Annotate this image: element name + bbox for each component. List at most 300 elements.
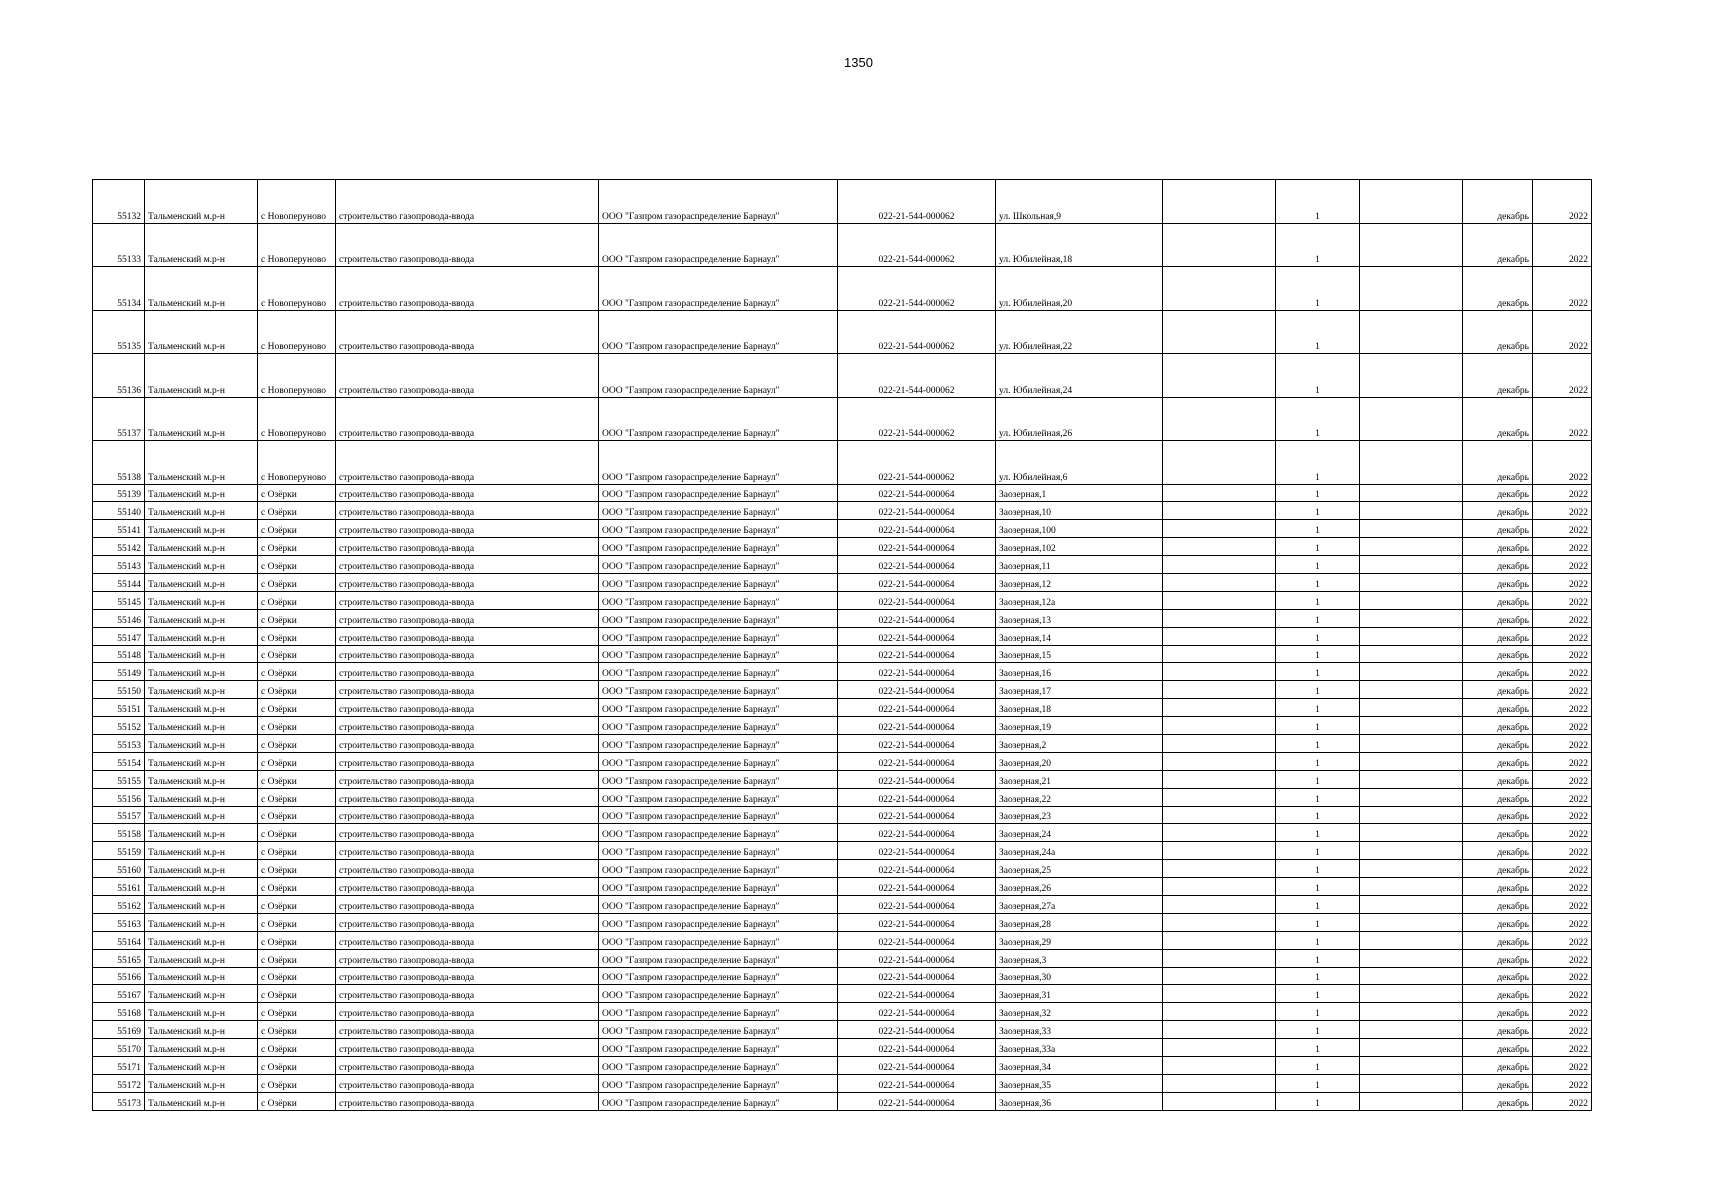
address-cell: Заозерная,22 [996, 788, 1163, 806]
row-number-cell: 55173 [93, 1092, 145, 1110]
organization-cell: ООО "Газпром газораспределение Барнаул" [599, 913, 838, 931]
row-number-cell: 55166 [93, 967, 145, 985]
empty-cell [1360, 354, 1463, 398]
empty-cell [1360, 1039, 1463, 1057]
year-cell: 2022 [1533, 573, 1592, 591]
row-number-cell: 55146 [93, 609, 145, 627]
settlement-cell: с Озёрки [258, 1003, 336, 1021]
table-row [93, 484, 1592, 502]
organization-cell: ООО "Газпром газораспределение Барнаул" [599, 310, 838, 354]
empty-cell [1163, 663, 1276, 681]
district-cell: Тальменский м.р-н [145, 441, 258, 485]
object-code-cell: 022-21-544-000064 [838, 752, 996, 770]
empty-cell [1360, 1003, 1463, 1021]
empty-cell [1360, 717, 1463, 735]
quantity-cell: 1 [1276, 609, 1360, 627]
table-row [93, 931, 1592, 949]
row-number-cell: 55172 [93, 1074, 145, 1092]
table-row [93, 556, 1592, 574]
empty-cell [1360, 681, 1463, 699]
address-cell: ул. Юбилейная,24 [996, 354, 1163, 398]
year-cell: 2022 [1533, 752, 1592, 770]
table-row [93, 663, 1592, 681]
month-cell: декабрь [1463, 967, 1533, 985]
empty-cell [1360, 267, 1463, 311]
organization-cell: ООО "Газпром газораспределение Барнаул" [599, 1074, 838, 1092]
object-code-cell: 022-21-544-000064 [838, 502, 996, 520]
object-code-cell: 022-21-544-000064 [838, 842, 996, 860]
row-number-cell: 55139 [93, 484, 145, 502]
empty-cell [1360, 538, 1463, 556]
quantity-cell: 1 [1276, 538, 1360, 556]
address-cell: Заозерная,33а [996, 1039, 1163, 1057]
empty-cell [1163, 806, 1276, 824]
empty-cell [1360, 824, 1463, 842]
settlement-cell: с Озёрки [258, 770, 336, 788]
month-cell: декабрь [1463, 824, 1533, 842]
quantity-cell: 1 [1276, 1057, 1360, 1075]
district-cell: Тальменский м.р-н [145, 788, 258, 806]
year-cell: 2022 [1533, 645, 1592, 663]
district-cell: Тальменский м.р-н [145, 573, 258, 591]
month-cell: декабрь [1463, 1074, 1533, 1092]
object-code-cell: 022-21-544-000064 [838, 520, 996, 538]
address-cell: Заозерная,33 [996, 1021, 1163, 1039]
year-cell: 2022 [1533, 223, 1592, 267]
object-code-cell: 022-21-544-000064 [838, 913, 996, 931]
district-cell: Тальменский м.р-н [145, 770, 258, 788]
month-cell: декабрь [1463, 520, 1533, 538]
empty-cell [1360, 770, 1463, 788]
empty-cell [1163, 878, 1276, 896]
address-cell: Заозерная,14 [996, 627, 1163, 645]
settlement-cell: с Озёрки [258, 842, 336, 860]
quantity-cell: 1 [1276, 663, 1360, 681]
empty-cell [1360, 699, 1463, 717]
object-code-cell: 022-21-544-000064 [838, 806, 996, 824]
quantity-cell: 1 [1276, 770, 1360, 788]
address-cell: ул. Юбилейная,18 [996, 223, 1163, 267]
quantity-cell: 1 [1276, 397, 1360, 441]
settlement-cell: с Новоперуново [258, 310, 336, 354]
address-cell: ул. Юбилейная,22 [996, 310, 1163, 354]
year-cell: 2022 [1533, 699, 1592, 717]
empty-cell [1360, 397, 1463, 441]
year-cell: 2022 [1533, 788, 1592, 806]
organization-cell: ООО "Газпром газораспределение Барнаул" [599, 1039, 838, 1057]
empty-cell [1360, 441, 1463, 485]
work-type-cell: строительство газопровода-ввода [336, 520, 599, 538]
district-cell: Тальменский м.р-н [145, 627, 258, 645]
district-cell: Тальменский м.р-н [145, 1021, 258, 1039]
empty-cell [1360, 895, 1463, 913]
month-cell: декабрь [1463, 717, 1533, 735]
empty-cell [1163, 842, 1276, 860]
organization-cell: ООО "Газпром газораспределение Барнаул" [599, 520, 838, 538]
quantity-cell: 1 [1276, 1092, 1360, 1110]
settlement-cell: с Озёрки [258, 895, 336, 913]
table-row [93, 824, 1592, 842]
work-type-cell: строительство газопровода-ввода [336, 770, 599, 788]
work-type-cell: строительство газопровода-ввода [336, 484, 599, 502]
year-cell: 2022 [1533, 734, 1592, 752]
empty-cell [1163, 1074, 1276, 1092]
month-cell: декабрь [1463, 609, 1533, 627]
empty-cell [1360, 609, 1463, 627]
organization-cell: ООО "Газпром газораспределение Барнаул" [599, 645, 838, 663]
month-cell: декабрь [1463, 267, 1533, 311]
quantity-cell: 1 [1276, 484, 1360, 502]
quantity-cell: 1 [1276, 267, 1360, 311]
object-code-cell: 022-21-544-000064 [838, 824, 996, 842]
month-cell: декабрь [1463, 223, 1533, 267]
work-type-cell: строительство газопровода-ввода [336, 267, 599, 311]
settlement-cell: с Новоперуново [258, 397, 336, 441]
organization-cell: ООО "Газпром газораспределение Барнаул" [599, 717, 838, 735]
district-cell: Тальменский м.р-н [145, 591, 258, 609]
row-number-cell: 55159 [93, 842, 145, 860]
address-cell: Заозерная,28 [996, 913, 1163, 931]
district-cell: Тальменский м.р-н [145, 734, 258, 752]
month-cell: декабрь [1463, 573, 1533, 591]
address-cell: Заозерная,18 [996, 699, 1163, 717]
row-number-cell: 55165 [93, 949, 145, 967]
month-cell: декабрь [1463, 699, 1533, 717]
address-cell: Заозерная,29 [996, 931, 1163, 949]
district-cell: Тальменский м.р-н [145, 520, 258, 538]
district-cell: Тальменский м.р-н [145, 860, 258, 878]
work-type-cell: строительство газопровода-ввода [336, 441, 599, 485]
object-code-cell: 022-21-544-000064 [838, 538, 996, 556]
table-row [93, 895, 1592, 913]
empty-cell [1163, 860, 1276, 878]
month-cell: декабрь [1463, 310, 1533, 354]
work-type-cell: строительство газопровода-ввода [336, 967, 599, 985]
quantity-cell: 1 [1276, 806, 1360, 824]
empty-cell [1360, 931, 1463, 949]
work-type-cell: строительство газопровода-ввода [336, 878, 599, 896]
settlement-cell: с Озёрки [258, 556, 336, 574]
month-cell: декабрь [1463, 180, 1533, 224]
organization-cell: ООО "Газпром газораспределение Барнаул" [599, 1021, 838, 1039]
empty-cell [1163, 681, 1276, 699]
work-type-cell: строительство газопровода-ввода [336, 931, 599, 949]
empty-cell [1360, 502, 1463, 520]
object-code-cell: 022-21-544-000064 [838, 860, 996, 878]
month-cell: декабрь [1463, 645, 1533, 663]
year-cell: 2022 [1533, 824, 1592, 842]
organization-cell: ООО "Газпром газораспределение Барнаул" [599, 223, 838, 267]
district-cell: Тальменский м.р-н [145, 223, 258, 267]
table-body [93, 180, 1592, 1111]
year-cell: 2022 [1533, 967, 1592, 985]
district-cell: Тальменский м.р-н [145, 717, 258, 735]
table-row [93, 842, 1592, 860]
empty-cell [1163, 985, 1276, 1003]
empty-cell [1163, 502, 1276, 520]
quantity-cell: 1 [1276, 985, 1360, 1003]
organization-cell: ООО "Газпром газораспределение Барнаул" [599, 573, 838, 591]
table-row [93, 752, 1592, 770]
district-cell: Тальменский м.р-н [145, 681, 258, 699]
quantity-cell: 1 [1276, 931, 1360, 949]
object-code-cell: 022-21-544-000064 [838, 895, 996, 913]
empty-cell [1360, 1092, 1463, 1110]
settlement-cell: с Озёрки [258, 484, 336, 502]
address-cell: Заозерная,31 [996, 985, 1163, 1003]
settlement-cell: с Озёрки [258, 1057, 336, 1075]
year-cell: 2022 [1533, 310, 1592, 354]
district-cell: Тальменский м.р-н [145, 931, 258, 949]
row-number-cell: 55147 [93, 627, 145, 645]
empty-cell [1360, 734, 1463, 752]
settlement-cell: с Озёрки [258, 538, 336, 556]
work-type-cell: строительство газопровода-ввода [336, 842, 599, 860]
organization-cell: ООО "Газпром газораспределение Барнаул" [599, 267, 838, 311]
table-row [93, 310, 1592, 354]
settlement-cell: с Новоперуново [258, 180, 336, 224]
empty-cell [1163, 591, 1276, 609]
quantity-cell: 1 [1276, 788, 1360, 806]
year-cell: 2022 [1533, 609, 1592, 627]
empty-cell [1163, 788, 1276, 806]
address-cell: ул. Юбилейная,26 [996, 397, 1163, 441]
row-number-cell: 55168 [93, 1003, 145, 1021]
organization-cell: ООО "Газпром газораспределение Барнаул" [599, 397, 838, 441]
organization-cell: ООО "Газпром газораспределение Барнаул" [599, 842, 838, 860]
table-row [93, 770, 1592, 788]
settlement-cell: с Озёрки [258, 949, 336, 967]
year-cell: 2022 [1533, 949, 1592, 967]
empty-cell [1163, 1039, 1276, 1057]
empty-cell [1360, 752, 1463, 770]
empty-cell [1163, 645, 1276, 663]
district-cell: Тальменский м.р-н [145, 556, 258, 574]
year-cell: 2022 [1533, 520, 1592, 538]
address-cell: Заозерная,16 [996, 663, 1163, 681]
work-type-cell: строительство газопровода-ввода [336, 824, 599, 842]
row-number-cell: 55169 [93, 1021, 145, 1039]
object-code-cell: 022-21-544-000062 [838, 397, 996, 441]
row-number-cell: 55167 [93, 985, 145, 1003]
table-row [93, 591, 1592, 609]
empty-cell [1163, 267, 1276, 311]
settlement-cell: с Озёрки [258, 591, 336, 609]
year-cell: 2022 [1533, 1003, 1592, 1021]
table-row [93, 949, 1592, 967]
settlement-cell: с Озёрки [258, 931, 336, 949]
year-cell: 2022 [1533, 502, 1592, 520]
empty-cell [1163, 967, 1276, 985]
object-code-cell: 022-21-544-000062 [838, 267, 996, 311]
work-type-cell: строительство газопровода-ввода [336, 895, 599, 913]
month-cell: декабрь [1463, 663, 1533, 681]
row-number-cell: 55163 [93, 913, 145, 931]
organization-cell: ООО "Газпром газораспределение Барнаул" [599, 538, 838, 556]
empty-cell [1163, 627, 1276, 645]
empty-cell [1360, 591, 1463, 609]
empty-cell [1163, 609, 1276, 627]
district-cell: Тальменский м.р-н [145, 310, 258, 354]
row-number-cell: 55153 [93, 734, 145, 752]
empty-cell [1163, 556, 1276, 574]
row-number-cell: 55136 [93, 354, 145, 398]
organization-cell: ООО "Газпром газораспределение Барнаул" [599, 824, 838, 842]
object-code-cell: 022-21-544-000064 [838, 788, 996, 806]
quantity-cell: 1 [1276, 645, 1360, 663]
empty-cell [1163, 913, 1276, 931]
empty-cell [1360, 520, 1463, 538]
month-cell: декабрь [1463, 591, 1533, 609]
object-code-cell: 022-21-544-000064 [838, 1092, 996, 1110]
district-cell: Тальменский м.р-н [145, 502, 258, 520]
work-type-cell: строительство газопровода-ввода [336, 985, 599, 1003]
table-row [93, 699, 1592, 717]
row-number-cell: 55134 [93, 267, 145, 311]
organization-cell: ООО "Газпром газораспределение Барнаул" [599, 609, 838, 627]
address-cell: Заозерная,21 [996, 770, 1163, 788]
month-cell: декабрь [1463, 556, 1533, 574]
month-cell: декабрь [1463, 1092, 1533, 1110]
table-row [93, 354, 1592, 398]
empty-cell [1360, 788, 1463, 806]
empty-cell [1360, 484, 1463, 502]
table-row [93, 860, 1592, 878]
settlement-cell: с Новоперуново [258, 267, 336, 311]
quantity-cell: 1 [1276, 180, 1360, 224]
work-type-cell: строительство газопровода-ввода [336, 806, 599, 824]
row-number-cell: 55137 [93, 397, 145, 441]
settlement-cell: с Озёрки [258, 1021, 336, 1039]
table-row [93, 573, 1592, 591]
table-row [93, 502, 1592, 520]
month-cell: декабрь [1463, 1003, 1533, 1021]
month-cell: декабрь [1463, 502, 1533, 520]
row-number-cell: 55141 [93, 520, 145, 538]
settlement-cell: с Озёрки [258, 752, 336, 770]
year-cell: 2022 [1533, 354, 1592, 398]
object-code-cell: 022-21-544-000064 [838, 663, 996, 681]
address-cell: Заозерная,26 [996, 878, 1163, 896]
year-cell: 2022 [1533, 538, 1592, 556]
quantity-cell: 1 [1276, 824, 1360, 842]
address-cell: Заозерная,36 [996, 1092, 1163, 1110]
settlement-cell: с Озёрки [258, 681, 336, 699]
quantity-cell: 1 [1276, 310, 1360, 354]
year-cell: 2022 [1533, 1057, 1592, 1075]
row-number-cell: 55140 [93, 502, 145, 520]
year-cell: 2022 [1533, 895, 1592, 913]
district-cell: Тальменский м.р-н [145, 1039, 258, 1057]
district-cell: Тальменский м.р-н [145, 806, 258, 824]
row-number-cell: 55152 [93, 717, 145, 735]
month-cell: декабрь [1463, 627, 1533, 645]
empty-cell [1163, 895, 1276, 913]
settlement-cell: с Озёрки [258, 967, 336, 985]
year-cell: 2022 [1533, 397, 1592, 441]
work-type-cell: строительство газопровода-ввода [336, 609, 599, 627]
district-cell: Тальменский м.р-н [145, 1003, 258, 1021]
quantity-cell: 1 [1276, 967, 1360, 985]
table-row [93, 717, 1592, 735]
district-cell: Тальменский м.р-н [145, 397, 258, 441]
table-row [93, 180, 1592, 224]
work-type-cell: строительство газопровода-ввода [336, 180, 599, 224]
work-type-cell: строительство газопровода-ввода [336, 1021, 599, 1039]
table-row [93, 645, 1592, 663]
month-cell: декабрь [1463, 1057, 1533, 1075]
row-number-cell: 55164 [93, 931, 145, 949]
quantity-cell: 1 [1276, 573, 1360, 591]
district-cell: Тальменский м.р-н [145, 354, 258, 398]
address-cell: Заозерная,3 [996, 949, 1163, 967]
empty-cell [1360, 573, 1463, 591]
row-number-cell: 55158 [93, 824, 145, 842]
row-number-cell: 55143 [93, 556, 145, 574]
empty-cell [1360, 860, 1463, 878]
address-cell: Заозерная,30 [996, 967, 1163, 985]
table-row [93, 1003, 1592, 1021]
empty-cell [1360, 949, 1463, 967]
district-cell: Тальменский м.р-н [145, 824, 258, 842]
month-cell: декабрь [1463, 484, 1533, 502]
gas-pipeline-register-table [92, 179, 1592, 1111]
organization-cell: ООО "Газпром газораспределение Барнаул" [599, 484, 838, 502]
organization-cell: ООО "Газпром газораспределение Барнаул" [599, 770, 838, 788]
quantity-cell: 1 [1276, 591, 1360, 609]
object-code-cell: 022-21-544-000064 [838, 627, 996, 645]
work-type-cell: строительство газопровода-ввода [336, 627, 599, 645]
table-row [93, 788, 1592, 806]
empty-cell [1360, 913, 1463, 931]
work-type-cell: строительство газопровода-ввода [336, 860, 599, 878]
address-cell: Заозерная,20 [996, 752, 1163, 770]
settlement-cell: с Озёрки [258, 717, 336, 735]
row-number-cell: 55155 [93, 770, 145, 788]
row-number-cell: 55144 [93, 573, 145, 591]
work-type-cell: строительство газопровода-ввода [336, 591, 599, 609]
object-code-cell: 022-21-544-000064 [838, 1003, 996, 1021]
row-number-cell: 55150 [93, 681, 145, 699]
settlement-cell: с Новоперуново [258, 223, 336, 267]
year-cell: 2022 [1533, 441, 1592, 485]
table-row [93, 267, 1592, 311]
settlement-cell: с Озёрки [258, 806, 336, 824]
table-row [93, 1057, 1592, 1075]
organization-cell: ООО "Газпром газораспределение Барнаул" [599, 681, 838, 699]
table-row [93, 913, 1592, 931]
empty-cell [1163, 699, 1276, 717]
empty-cell [1360, 985, 1463, 1003]
object-code-cell: 022-21-544-000064 [838, 1074, 996, 1092]
work-type-cell: строительство газопровода-ввода [336, 1074, 599, 1092]
object-code-cell: 022-21-544-000062 [838, 354, 996, 398]
table-row [93, 806, 1592, 824]
organization-cell: ООО "Газпром газораспределение Барнаул" [599, 1003, 838, 1021]
quantity-cell: 1 [1276, 441, 1360, 485]
empty-cell [1360, 878, 1463, 896]
organization-cell: ООО "Газпром газораспределение Барнаул" [599, 788, 838, 806]
month-cell: декабрь [1463, 842, 1533, 860]
work-type-cell: строительство газопровода-ввода [336, 699, 599, 717]
work-type-cell: строительство газопровода-ввода [336, 556, 599, 574]
settlement-cell: с Озёрки [258, 609, 336, 627]
month-cell: декабрь [1463, 895, 1533, 913]
object-code-cell: 022-21-544-000064 [838, 484, 996, 502]
work-type-cell: строительство газопровода-ввода [336, 310, 599, 354]
organization-cell: ООО "Газпром газораспределение Барнаул" [599, 502, 838, 520]
year-cell: 2022 [1533, 806, 1592, 824]
